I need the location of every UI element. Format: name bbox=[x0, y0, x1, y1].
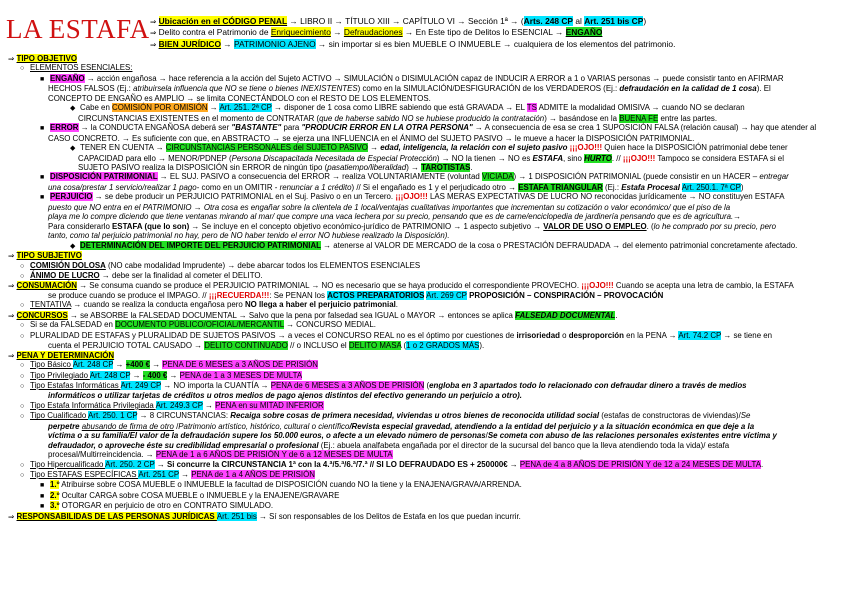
circle-bullet-icon: ○ bbox=[20, 472, 25, 480]
arrow-icon: ⇒ bbox=[8, 511, 15, 521]
arrow-icon: ⇒ bbox=[150, 28, 157, 38]
list-item-error: ■ ERROR → la CONDUCTA ENGAÑOSA deberá ser "BASTANTE" para "PRODUCIR ERROR EN LA OTRA PERSONA" → A consecuencia de esa se crea 1 SUPOSICIÓN FALSA (relación causal) → hay que atender al bbox=[40, 123, 817, 133]
list-item: ○ Tipo Cualificado Art. 250. 1 CP → 8 CIRCUNSTANCIAS: Recaiga sobre cosas de primera necesidad, viviendas u otros bienes de reconocida utilidad social (estafas de constructoras de viviendas)/Se bbox=[20, 411, 751, 421]
page-title: LA ESTAFA bbox=[6, 14, 150, 44]
square-bullet-icon: ■ bbox=[40, 482, 45, 490]
diamond-bullet-icon: ◆ bbox=[70, 145, 76, 153]
circle-bullet-icon: ○ bbox=[20, 372, 25, 380]
list-item: ○ Tipo Estafa Informática Privilegiada Art. 249.3 CP → PENA en su MITAD INFERIOR bbox=[20, 400, 324, 410]
circle-bullet-icon: ○ bbox=[20, 65, 25, 73]
arrow-icon: ⇒ bbox=[150, 39, 157, 49]
circle-bullet-icon: ○ bbox=[20, 402, 25, 410]
square-bullet-icon: ■ bbox=[40, 194, 45, 202]
section-concursos: ⇒ CONCURSOS → se ABSORBE la FALSEDAD DOCUMENTAL → Salvo que la pena por falsedad sea IGUAL o MAYOR → entonces se aplica FALSEDAD DOCUMENTAL. bbox=[8, 310, 618, 320]
list-item: ○ ELEMENTOS ESENCIALES: bbox=[20, 63, 133, 73]
circle-bullet-icon: ○ bbox=[20, 272, 25, 280]
arrow-icon: ⇒ bbox=[8, 350, 15, 360]
list-item: ◆ Cabe en COMISIÓN POR OMISIÓN → Art. 251. 2ª CP → disponer de 1 cosa como LIBRE sabiendo que está GRAVADA → EL TS ADMITE la modalidad OMISIVA → cuando NO se declaran bbox=[70, 103, 745, 113]
list-item: ○ Si se da FALSEDAD en DOCUMENTO PÚBLICO/OFICIAL/MERCANTIL → CONCURSO MEDIAL. bbox=[20, 320, 376, 330]
list-item: ○ COMISIÓN DOLOSA (NO cabe modalidad Imprudente) → debe abarcar todos los ELEMENTOS ESENCIALES bbox=[20, 260, 421, 270]
square-bullet-icon: ■ bbox=[40, 75, 45, 83]
list-item: ○ Tipo ESTAFAS ESPECÍFICAS Art. 251 CP → PENA de 1 a 4 AÑOS DE PRISIÓN bbox=[20, 470, 315, 480]
list-item: ◆ TENER EN CUENTA → CIRCUNSTANCIAS PERSONALES del SUJETO PASIVO → edad, inteligencia, la relación con el sujeto pasivo ¡¡¡OJO!!! Quien hace la DISPOSICIÓN patrimonial debe tener bbox=[70, 143, 788, 153]
circle-bullet-icon: ○ bbox=[20, 262, 25, 270]
section-penas: ⇒ PENA Y DETERMINACIÓN bbox=[8, 350, 115, 360]
list-item: ○ Tipo Hipercualificado Art. 250. 2 CP → Si concurre la CIRCUNSTANCIA 1ª con la 4.ª/5.ª/6.ª/7.ª // SI LO DEFRAUDADO ES + 250000€ → PENA de 4 a 8 AÑOS DE PRISIÓN Y de 12 a 24 MESES DE MULTA. bbox=[20, 459, 764, 469]
list-item: ■ 1.º Atribuirse sobre COSA MUEBLE o INMUEBLE la facultad de DISPOSICIÓN cuando NO la tiene y la ENAJENA/GRAVA/ARRENDA. bbox=[40, 480, 522, 490]
arrow-icon: ⇒ bbox=[8, 54, 15, 63]
list-item-engano: ■ ENGAÑO → acción engañosa → hace referencia a la acción del Sujeto ACTIVO → SIMULACIÓN o DISIMULACIÓN capaz de INDUCIR A ERROR a 1 o VARIAS personas → puede consistir tanto en AFIRMAR bbox=[40, 73, 784, 83]
document-body: ⇒ TIPO OBJETIVO ○ ELEMENTOS ESENCIALES: ■ ENGAÑO → acción engañosa → hace referencia a la acción del Sujeto ACTIVO → SIMULACIÓN o DISIMULACIÓN capaz de INDUCIR A ERROR a 1 o VARIAS personas → puede consistir tanto en AFIRMAR HECHOS FALSOS (Ej.: atribuirsela influencia que NO se tiene o bienes INEXISTENTES) como en la SIMULACIÓN/DESFIGURACIÓN de los VERDADEROS (Ej.: defraudación en la calidad de 1 cosa). El CONCEPTO DE ENGAÑO es AMPLIO → se limita CONECTÁNDOLO con el RESTO DE LOS ELEMENTOS. ◆ Cabe en COMISIÓN POR OMISIÓN → Art. 251. 2ª CP → disponer de 1 cosa como LIBRE sabiendo que está GRAVADA → EL TS ADMITE la modalidad OMISIVA → cuando NO se declaran CIRCUNSTANCIAS EXISTENTES en el momento de CONTRATAR (que de haberse sabido NO se hubiese producido la contratación) → basándose en la BUENA FE entre las partes. ■ ERROR → la CONDUCTA ENGAÑOSA deberá ser "BASTANTE" para "PRODUCIR ERROR EN LA OTRA PERSONA" → A consecuencia de esa se crea 1 SUPOSICIÓN FALSA (relación causal) → hay que atender al CASO CONCRETO. → Es suficiente con que, en ABSTRACTO → se ejerza una INFLUENCIA en el ÁNIMO del SUJETO PASIVO → le mueve a hacer la DISPOSICIÓN PATRIMONIAL. ◆ TENER EN CUENTA → CIRCUNSTANCIAS PERSONALES del SUJETO PASIVO → edad, inteligencia, la relación con el sujeto pasivo ¡¡¡OJO!!! Quien hace la DISPOSICIÓN patrimonial debe tener CAPACIDAD para ello → MENOR/PDNEP (Persona Discapacitada Necesitada de Especial Protección) → NO la tienen → NO es ESTAFA, sino HURTO. // ¡¡¡OJO!!! Tampoco se considera ESTAFA si el SUJETO PASIVO realiza la DISPOSICIÓN sin ERROR de ningún tipo (pasatiempo/liberalidad) → TAROTISTAS. ■ DISPOSICIÓN PATRIMONIAL → EL SUJ. PASIVO a consecuencia del ERROR → realiza VOLUNTARIAMENTE (voluntad VICIADA) → 1 DISPOSICIÓN PATRIMONIAL (puede consistir en un HACER – entregar una cosa/prestar 1 servicio/realizar 1 pago- como en un OMITIR - renunciar a 1 crédito) // Si el engañado es 1 y el perjudicado otro → ESTAFA TRIANGULAR (Ej.: Estafa Procesal Art. 250.1. 7ª CP) ■ PERJUICIO → se debe producir un PERJUICIO PATRIMONIAL en el Suj. Pasivo o en un Tercero. ¡¡¡OJO!!! LAS MERAS EXPECTATIVAS DE LUCRO NO reconocidas jurídicamente → NO constituyen ESTAFA puesto que NO entra en el PATRIMONIO → Otra cosa es engañar sobre la clientela de 1 local/ventajas cualitativas importantes que incrementan su cotización o valor económico/ que el piso de la playa me lo compre diciendo que tiene ventanas mirando al mar/ que compre una vaca lechera por su precio, pensando que es de carne/enciclopedia de jardinería pensando que es de agricultura.→ Para considerarlo ESTAFA (que lo son) → Se incluye en el concepto objetivo económico-jurídico de PATRIMONIO → 1 aspecto subjetivo → VALOR DE USO O EMPLEO. (lo he comprado por su precio, pero tanto, como tal perjuicio patrimonial no hay, pero de NO haber tenido el error NO hubiese realizado la Disposición). ◆ DETERMINACIÓN DEL IMPORTE DEL PERJUICIO PATRIMONIAL → atenerse al VALOR DE MERCADO de la cosa o PRESTACIÓN DEFRAUDADA → del elemento patrimonial concretamente afectado. ⇒ TIPO SUBJETIVO ○ COMISIÓN DOLOSA (NO cabe modalidad Imprudente) → debe abarcar todos los ELEMENTOS ESENCIALES ○ ÁNIMO DE LUCRO → debe ser la finalidad al cometer el DELITO. ⇒ CONSUMACIÓN → Se consuma cuando se produce el PERJUICIO PATRIMONIAL → NO es necesario que se haya producido el correspondiente PROVECHO. ¡¡¡OJO!!! Cuando se acepta una letra de cambio, la ESTAFA se produce cuando se produce el IMPAGO. // ¡¡¡RECUERDA!!!: Se PENAN los ACTOS PREPARATORIOS Art. 269 CP PROPOSICIÓN – CONSPIRACIÓN – PROVOCACIÓN ○ TENTATIVA → cuando se realiza la conducta engañosa pero NO llega a haber el perjuicio patrimonial. ⇒ CONCURSOS → se ABSORBE la FALSEDAD DOCUMENTAL → Salvo que la pena por falsedad sea IGUAL o MAYOR → entonces se aplica FALSEDAD DOCUMENTAL. ○ Si se da FALSEDAD en DOCUMENTO PÚBLICO/OFICIAL/MERCANTIL → CONCURSO MEDIAL. ○ PLURALIDAD DE ESTAFAS y PLURALIDAD DE SUJETOS PASIVOS → a veces el CONCURSO REAL no es el óptimo por cuestiones de irrisoriedad o desproporción en la PENA → Art. 74.2 CP → se tiene en cuenta el PERJUICIO TOTAL CAUSADO → DELITO CONTINUADO // o INCLUSO el DELITO MASA (1 o 2 GRADOS MÁS). ⇒ PENA Y DETERMINACIÓN ○ Tipo Básico Art. 248 CP → +400 € → PENA DE 6 MESES a 3 AÑOS DE PRISIÓN ○ Tipo Privilegiado Art. 248 CP → - 400 € → PENA de 1 a 3 MESES DE MULTA ○ Tipo Estafas Informáticas Art. 249 CP → NO importa la CUANTÍA → PENA de 6 MESES a 3 AÑOS DE PRISIÓN (engloba en 3 apartados todo lo relacionado con defraudar dinero a través de medios informáticos o utilizar tarjetas de créditos u otros medios de pago ajenos distintos del efectivo generando un perjuicio a otro). ○ Tipo Estafa Informática Privilegiada Art. 249.3 CP → PENA en su MITAD INFERIOR ○ Tipo Cualificado Art. 250. 1 CP → 8 CIRCUNSTANCIAS: Recaiga sobre cosas de primera necesidad, viviendas u otros bienes de reconocida utilidad social (estafas de constructoras de viviendas)/Se perpetre abusando de firma de otro /Patrimonio artístico, histórico, cultural o científico/Revista especial gravedad, atendiendo a la entidad del perjuicio y a la situación económica en que deje a la víctima o a su familia/El valor de la defraudación supere los 50.000 euros, o afecte a un elevado número de personas/Se cometa con abuso de las relaciones personales existentes entre víctima y defraudador, o aproveche éste su credibilidad empresarial o profesional (Ej.: abuela analfabeta engañada por el director de la sucursal del banco que la lleva atendiendo toda la vida)/ estafa procesal/Multirreincidencia. → PENA de 1 a 6 AÑOS DE PRISIÓN Y de 6 a 12 MESES DE MULTA ○ Tipo Hipercualificado Art. 250. 2 CP → Si concurre la CIRCUNSTANCIA 1ª con la 4.ª/5.ª/6.ª/7.ª // SI LO DEFRAUDADO ES + 250000€ → PENA de 4 a 8 AÑOS DE PRISIÓN Y de 12 a 24 MESES DE MULTA. ○ Tipo ESTAFAS ESPECÍFICAS Art. 251 CP → PENA de 1 a 4 AÑOS DE PRISIÓN ■ 1.º Atribuirse sobre COSA MUEBLE o INMUEBLE la facultad de DISPOSICIÓN cuando NO la tiene y la ENAJENA/GRAVA/ARRENDA. ■ 2.º Ocultar CARGA sobre COSA MUEBLE o INMUEBLE y la ENAJENE/GRAVARE ■ 3.º OTORGAR en perjuicio de otro en CONTRATO SIMULADO. ⇒ RESPONSABILIDAS DE LAS PERSONAS JURÍDICAS Art. 251 bis → Sí son responsables de los Delitos de Estafa en los que puedan incurrir. bbox=[8, 54, 840, 521]
list-item: ◆ DETERMINACIÓN DEL IMPORTE DEL PERJUICIO PATRIMONIAL → atenerse al VALOR DE MERCADO de la cosa o PRESTACIÓN DEFRAUDADA → del elemento patrimonial concretamente afectado. bbox=[70, 240, 798, 250]
square-bullet-icon: ■ bbox=[40, 492, 45, 500]
circle-bullet-icon: ○ bbox=[20, 413, 25, 421]
square-bullet-icon: ■ bbox=[40, 125, 45, 133]
square-bullet-icon: ■ bbox=[40, 174, 45, 182]
section-responsabilidad: ⇒ RESPONSABILIDAS DE LAS PERSONAS JURÍDICAS Art. 251 bis → Sí son responsables de los Delitos de Estafa en los que puedan incurrir. bbox=[8, 511, 521, 521]
list-item: ○ PLURALIDAD DE ESTAFAS y PLURALIDAD DE SUJETOS PASIVOS → a veces el CONCURSO REAL no es el óptimo por cuestiones de irrisoriedad o desproporción en la PENA → Art. 74.2 CP → se tiene en bbox=[20, 330, 773, 340]
section-consumacion: ⇒ CONSUMACIÓN → Se consuma cuando se produce el PERJUICIO PATRIMONIAL → NO es necesario que se haya producido el correspondiente PROVECHO. ¡¡¡OJO!!! Cuando se acepta una letra de cambio, la ESTAFA bbox=[8, 281, 794, 291]
diamond-bullet-icon: ◆ bbox=[70, 105, 76, 113]
arrow-icon: ⇒ bbox=[8, 251, 15, 261]
header-block bbox=[150, 16, 840, 50]
list-item: ○ TENTATIVA → cuando se realiza la conducta engañosa pero NO llega a haber el perjuicio patrimonial. bbox=[20, 300, 398, 310]
header-line-delito: ⇒ Delito contra el Patrimonio de Enriquecimiento → Defraudaciones → En Este tipo de Delitos lo ESENCIAL → ENGAÑO bbox=[150, 27, 603, 38]
list-item: ○ Tipo Privilegiado Art. 248 CP → - 400 € → PENA de 1 a 3 MESES DE MULTA bbox=[20, 370, 303, 380]
list-item: ○ ÁNIMO DE LUCRO → debe ser la finalidad al cometer el DELITO. bbox=[20, 270, 263, 280]
circle-bullet-icon: ○ bbox=[20, 332, 25, 340]
section-tipo-objetivo: ⇒ TIPO OBJETIVO bbox=[8, 54, 78, 63]
section-tipo-subjetivo: ⇒ TIPO SUBJETIVO bbox=[8, 251, 82, 261]
list-item-perjuicio: ■ PERJUICIO → se debe producir un PERJUICIO PATRIMONIAL en el Suj. Pasivo o en un Tercero. ¡¡¡OJO!!! LAS MERAS EXPECTATIVAS DE LUCRO NO reconocidas jurídicamente → NO constituyen ESTAFA bbox=[40, 192, 785, 202]
circle-bullet-icon: ○ bbox=[20, 322, 25, 330]
list-item: ■ 2.º Ocultar CARGA sobre COSA MUEBLE o INMUEBLE y la ENAJENE/GRAVARE bbox=[40, 490, 340, 500]
circle-bullet-icon: ○ bbox=[20, 382, 25, 390]
diamond-bullet-icon: ◆ bbox=[70, 242, 76, 250]
list-item: ○ Tipo Estafas Informáticas Art. 249 CP → NO importa la CUANTÍA → PENA de 6 MESES a 3 AÑOS DE PRISIÓN (engloba en 3 apartados todo lo relacionado con defraudar dinero a través de medios bbox=[20, 380, 747, 390]
arrow-icon: ⇒ bbox=[8, 281, 15, 291]
header-line-bien-juridico: ⇒ BIEN JURÍDICO → PATRIMONIO AJENO → sin importar si es bien MUEBLE O INMUEBLE → cualquiera de los elementos del patrimonio. bbox=[150, 38, 676, 49]
arrow-icon: ⇒ bbox=[150, 17, 157, 26]
list-item: ○ Tipo Básico Art. 248 CP → +400 € → PENA DE 6 MESES a 3 AÑOS DE PRISIÓN bbox=[20, 360, 318, 370]
header-line-location: ⇒ Ubicación en el CÓDIGO PENAL → LIBRO II → TÍTULO XIII → CAPÍTULO VI → Sección 1ª → (Arts. 248 CP al Art. 251 bis CP) bbox=[150, 16, 647, 26]
arrow-icon: ⇒ bbox=[8, 310, 15, 320]
circle-bullet-icon: ○ bbox=[20, 302, 25, 310]
circle-bullet-icon: ○ bbox=[20, 461, 25, 469]
circle-bullet-icon: ○ bbox=[20, 362, 25, 370]
square-bullet-icon: ■ bbox=[40, 503, 45, 511]
list-item: ■ 3.º OTORGAR en perjuicio de otro en CONTRATO SIMULADO. bbox=[40, 501, 274, 511]
list-item-disposicion: ■ DISPOSICIÓN PATRIMONIAL → EL SUJ. PASIVO a consecuencia del ERROR → realiza VOLUNTARIAMENTE (voluntad VICIADA) → 1 DISPOSICIÓN PATRIMONIAL (puede consistir en un HACER – entregar bbox=[40, 172, 789, 182]
